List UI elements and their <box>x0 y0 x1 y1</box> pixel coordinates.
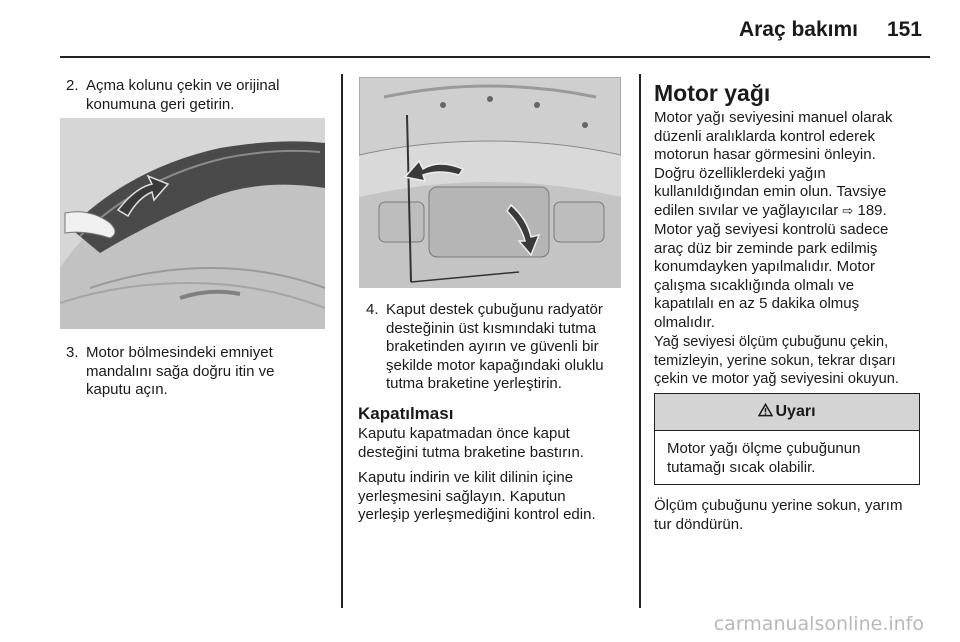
engine-bay-illustration <box>359 77 621 288</box>
section-heading-engine-oil: Motor yağı <box>654 80 771 106</box>
text-line: desteğini tutma braketine bastırın. <box>358 443 584 461</box>
text-line: motorun hasar görmesini önleyin. <box>654 146 876 163</box>
step-number: 4. <box>366 301 379 318</box>
step-text-line: Motor bölmesindeki emniyet <box>86 344 273 361</box>
text-line: tur döndürün. <box>654 515 744 533</box>
text-line: kapatılalı en az 5 dakika olmuş <box>654 295 860 312</box>
warning-header <box>655 394 919 431</box>
section-heading-closing: Kapatılması <box>358 404 454 423</box>
step-text-line: kaputu açın. <box>86 381 168 398</box>
text-line: Ölçüm çubuğunu yerine sokun, yarım <box>654 497 903 514</box>
step-text-line: Açma kolunu çekin ve orijinal <box>86 77 280 94</box>
text-line: yerleşmesini sağlayın. Kaputun <box>358 487 566 505</box>
step-text-line: desteğinin üst kısmındaki tutma <box>386 319 597 337</box>
step-text-line: braketinden ayırın ve güvenli bir <box>386 338 599 355</box>
text-line: kullanıldığından emin olun. Tavsiye <box>654 183 887 200</box>
text-line: Motor yağ seviyesi kontrolü sadece <box>654 221 889 238</box>
warning-title: Uyarı <box>775 403 816 420</box>
engine-oil-paragraph-1 <box>654 109 929 221</box>
text-line: Kaputu kapatmadan önce kaput <box>358 425 570 442</box>
figure-open-hood-engine <box>359 77 621 288</box>
figure-car-hood-release <box>60 118 325 329</box>
text-line: araç düz bir zeminde park edilmiş <box>654 239 878 257</box>
step-2 <box>66 77 336 117</box>
step-number: 2. <box>66 77 79 94</box>
text-line: temizleyin, yerine sokun, tekrar dışarı <box>654 352 896 369</box>
text-line: çalışma sıcaklığında olmalı ve <box>654 276 855 294</box>
text-line: çekin ve motor yağ seviyesini okuyun. <box>654 371 899 387</box>
step-text-line: Kaput destek çubuğunu radyatör <box>386 301 603 318</box>
closing-paragraph-1 <box>358 425 636 462</box>
warning-triangle-icon <box>758 403 773 417</box>
page-reference-link[interactable]: 189. <box>853 201 887 219</box>
text-line: Yağ seviyesi ölçüm çubuğunu çekin, <box>654 334 889 350</box>
page-number: 151 <box>886 18 922 41</box>
header-divider <box>60 56 930 58</box>
warning-body <box>655 431 919 486</box>
watermark-text: carmanualsonline.info <box>713 613 924 635</box>
engine-oil-paragraph-4 <box>654 497 934 534</box>
step-text-line: konumuna geri getirin. <box>86 95 235 113</box>
page-reference-arrow-icon: ⇨ <box>842 203 854 219</box>
text-line: Motor yağı seviyesini manuel olarak <box>654 109 893 126</box>
step-number: 3. <box>66 344 79 361</box>
text-line: tutamağı sıcak olabilir. <box>667 458 816 476</box>
engine-oil-paragraph-3 <box>654 333 934 389</box>
text-line: Kaputu indirin ve kilit dilinin içine <box>358 469 574 486</box>
warning-box <box>654 393 920 485</box>
text-line: konumdayken yapılmalıdır. Motor <box>654 258 875 275</box>
column-divider-right <box>639 74 641 608</box>
text-line: Doğru özelliklerdeki yağın <box>654 164 826 182</box>
closing-paragraph-2 <box>358 469 636 525</box>
engine-oil-paragraph-2 <box>654 221 929 332</box>
step-text-line: mandalını sağa doğru itin ve <box>86 362 275 380</box>
text-line: Motor yağı ölçme çubuğunun <box>667 440 861 457</box>
step-3 <box>66 344 336 402</box>
text-line-with-reference: edilen sıvılar ve yağlayıcılar ⇨ 189. <box>654 201 887 219</box>
text-line: yerleşip yerleşmediğini kontrol edin. <box>358 506 596 523</box>
step-text-line: tutma braketine yerleştirin. <box>386 375 562 392</box>
column-divider-left <box>341 74 343 608</box>
page-header-title: Araç bakımı <box>738 18 858 41</box>
text-line: düzenli aralıklarda kontrol ederek <box>654 127 875 145</box>
text-line: olmalıdır. <box>654 313 715 331</box>
step-text-line: şekilde motor kapağındaki oluklu <box>386 356 604 374</box>
car-hood-illustration <box>60 118 325 329</box>
step-4 <box>366 301 638 396</box>
